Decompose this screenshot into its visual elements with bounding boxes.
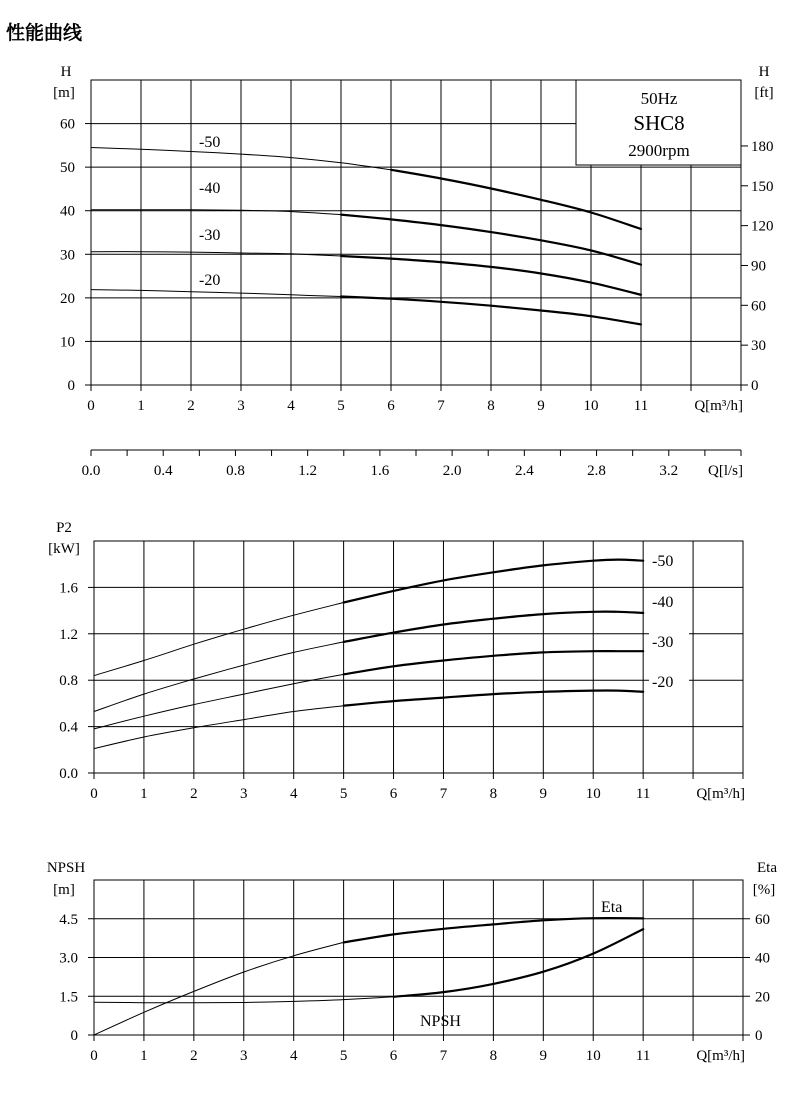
eta-y2-tick-label: 40 [755,950,770,967]
power-x-tick-label: 8 [489,786,498,802]
power-x-tick-label: 3 [240,786,248,802]
npsh-curve-label: NPSH [420,1013,461,1030]
head-y-tick-label: 50 [60,160,75,177]
npsh-y-tick-label: 1.5 [59,989,78,1006]
npsh-y-tick-label: 3.0 [59,950,78,967]
power-x-axis-label: Q[m³/h] [696,786,745,802]
flow-ls-tick-label: 2.4 [514,463,534,479]
npsh-x-tick-label: 9 [539,1048,548,1064]
head-x-tick-label: 1 [137,398,145,414]
eta-y2-tick-label: 0 [755,1028,763,1044]
info-speed: 2900rpm [628,141,690,160]
power-x-tick-label: 4 [289,786,298,802]
head-y2-tick-label: 120 [751,218,774,235]
eta-y2-axis-unit: [%] [752,882,776,898]
head-y2-tick-label: 180 [751,138,774,155]
head-x-tick-label: 5 [337,398,345,414]
power-x-tick-label: 0 [90,786,98,802]
power-curve-label: -40 [652,594,674,611]
flow-ls-tick-label: 2.8 [587,463,606,479]
head-x-tick-label: 0 [87,398,95,414]
flow-ls-tick-label: 2.0 [442,463,462,479]
power-y-tick-label: 1.6 [59,580,78,597]
power-y-tick-label: 1.2 [59,626,78,643]
head-y-tick-label: 60 [60,116,75,133]
head-curve-m20-thin [91,290,341,297]
npsh-x-tick-label: 6 [389,1048,398,1064]
head-y2-tick-label: 60 [751,298,766,315]
eta-y2-axis-label: Eta [757,860,777,876]
head-y-axis-label: H [60,64,72,80]
flow-ls-tick-label: 0.4 [153,463,173,479]
npsh-y-axis-unit: [m] [53,882,75,898]
power-x-tick-label: 1 [140,786,148,802]
flow-ls-tick-label: 1.6 [370,463,390,479]
head-y-tick-label: 30 [60,247,75,264]
npsh-x-tick-label: 5 [339,1048,348,1064]
power-x-tick-label: 11 [635,786,651,802]
head-x-tick-label: 10 [583,398,599,414]
power-x-tick-label: 5 [339,786,348,802]
npsh-x-tick-label: 1 [140,1048,148,1064]
eta-curve-label: Eta [601,899,623,916]
npsh-x-tick-label: 3 [240,1048,248,1064]
power-y-axis-label: P2 [56,520,72,536]
npsh-x-tick-label: 11 [635,1048,651,1064]
npsh-x-tick-label: 10 [585,1048,601,1064]
npsh-x-axis-label: Q[m³/h] [696,1048,745,1064]
power-curve-label: -20 [652,674,674,691]
npsh-curve-thick [394,929,644,997]
npsh-y-tick-label: 4.5 [59,911,78,928]
head-y2-axis-unit: [ft] [754,85,774,101]
power-x-tick-label: 2 [190,786,198,802]
head-curve-label: -20 [199,272,221,289]
flow-ls-tick-label: 3.2 [659,463,679,479]
power-x-tick-label: 9 [539,786,548,802]
power-y-tick-label: 0.4 [59,719,78,736]
head-y2-tick-label: 0 [751,378,759,394]
head-y2-axis-label: H [758,64,770,80]
head-x-tick-label: 3 [237,398,245,414]
power-chart [48,520,745,802]
power-curve-m30-thin [94,674,344,729]
eta-y2-tick-label: 60 [755,911,770,928]
npsh-eta-chart [47,860,778,1064]
head-y-tick-label: 10 [60,334,75,351]
power-x-tick-label: 7 [439,786,448,802]
flow-ls-tick-label: 0.8 [226,463,245,479]
head-x-tick-label: 8 [487,398,495,414]
head-x-tick-label: 7 [437,398,445,414]
eta-y2-tick-label: 20 [755,989,770,1006]
flow-ls-axis-label: Q[l/s] [708,463,743,479]
npsh-x-tick-label: 7 [439,1048,448,1064]
head-y2-tick-label: 150 [751,178,774,195]
head-curve-label: -50 [199,134,221,151]
npsh-x-tick-label: 2 [190,1048,198,1064]
power-curve-m40-thin [94,642,344,712]
power-curve-label: -50 [652,553,674,570]
head-x-tick-label: 2 [187,398,195,414]
flow-ls-tick-label: 1.2 [298,463,318,479]
npsh-y-tick-label: 0 [70,1028,78,1044]
npsh-y-axis-label: NPSH [46,860,86,876]
head-x-tick-label: 4 [287,398,295,414]
head-x-axis-label: Q[m³/h] [694,398,743,414]
power-y-tick-label: 0.0 [59,766,78,782]
power-y-tick-label: 0.8 [59,673,78,690]
head-x-tick-label: 9 [537,398,545,414]
head-x-tick-label: 11 [633,398,649,414]
head-y2-tick-label: 30 [751,338,766,355]
head-y-tick-label: 40 [60,203,75,220]
head-curve-label: -30 [199,227,221,244]
power-x-tick-label: 10 [585,786,601,802]
flow-ls-axis [82,450,743,479]
head-chart [53,64,773,414]
npsh-x-tick-label: 4 [289,1048,298,1064]
head-y-axis-unit: [m] [53,85,75,101]
power-curve-label: -30 [652,634,674,651]
page-title: 性能曲线 [6,22,83,44]
info-frequency: 50Hz [640,89,678,108]
power-curve-m20-thin [94,706,344,749]
eta-curve-thin [94,942,344,1035]
head-x-tick-label: 6 [387,398,395,414]
power-curve-m50-thin [94,603,344,676]
head-y2-tick-label: 90 [751,258,766,275]
power-x-tick-label: 6 [389,786,398,802]
head-curve-label: -40 [199,180,221,197]
flow-ls-tick-label: 0.0 [81,463,101,479]
head-y-tick-label: 0 [67,378,75,394]
npsh-x-tick-label: 0 [90,1048,98,1064]
power-plot-frame [94,541,743,773]
npsh-x-tick-label: 8 [489,1048,498,1064]
head-curve-m50-thick [391,170,641,229]
head-y-tick-label: 20 [60,290,75,307]
power-y-axis-unit: [kW] [48,541,80,557]
info-model: SHC8 [633,111,685,135]
